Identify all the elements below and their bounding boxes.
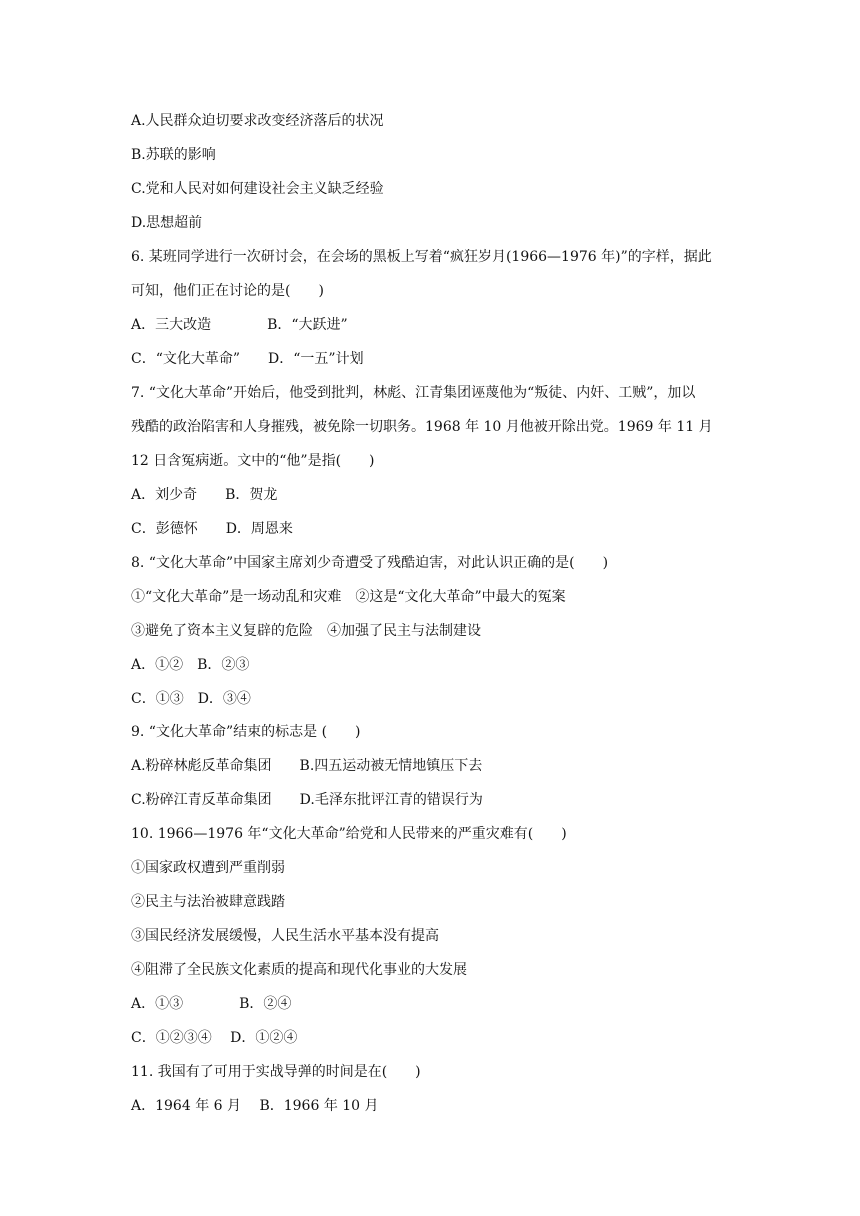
- option-5a: A.人民群众迫切要求改变经济落后的状况: [131, 113, 384, 129]
- question-11-stem: 11. 我国有了可用于实战导弹的时间是在( ): [131, 1064, 421, 1080]
- question-10-stem: 10. 1966—1976 年“文化大革命”给党和人民带来的严重灾难有( ): [131, 826, 567, 842]
- option-5b: B.苏联的影响: [131, 147, 216, 163]
- question-6-line-1: 6. 某班同学进行一次研讨会，在会场的黑板上写着“疯狂岁月(1966—1976 年)”的字样，据此: [131, 249, 712, 265]
- question-8-options-ab: A．①② B．②③: [131, 657, 250, 673]
- option-5c: C.党和人民对如何建设社会主义缺乏经验: [131, 181, 384, 197]
- question-10-options-ab: A．①③ B．②④: [131, 996, 292, 1012]
- question-7-line-1: 7. “文化大革命”开始后，他受到批判，林彪、江青集团诬蔑他为“叛徒、内奸、工贼”，加以: [131, 385, 696, 401]
- question-8-options-cd: C．①③ D．③④: [131, 691, 251, 707]
- question-10-statement-2: ②民主与法治被肆意践踏: [131, 894, 285, 910]
- question-9-stem: 9. “文化大革命”结束的标志是 ( ): [131, 724, 361, 740]
- question-9-options-cd: C.粉碎江青反革命集团 D.毛泽东批评江青的错误行为: [131, 792, 483, 808]
- question-8-statements-12: ①“文化大革命”是一场动乱和灾难 ②这是“文化大革命”中最大的冤案: [131, 589, 566, 605]
- question-7-line-3: 12 日含冤病逝。文中的“他”是指( ): [131, 453, 375, 469]
- question-8-statements-34: ③避免了资本主义复辟的危险 ④加强了民主与法制建设: [131, 623, 481, 639]
- question-7-options-ab: A．刘少奇 B．贺龙: [131, 487, 278, 503]
- question-8-stem: 8. “文化大革命”中国家主席刘少奇遭受了残酷迫害，对此认识正确的是( ): [131, 555, 609, 571]
- question-7-line-2: 残酷的政治陷害和人身摧残，被免除一切职务。1968 年 10 月他被开除出党。1969 年 11 月: [131, 419, 713, 435]
- option-5d: D.思想超前: [131, 215, 203, 231]
- question-6-options-cd: C．“文化大革命” D．“一五”计划: [131, 351, 364, 367]
- question-6-options-ab: A．三大改造 B．“大跃进”: [131, 317, 348, 333]
- question-9-options-ab: A.粉碎林彪反革命集团 B.四五运动被无情地镇压下去: [131, 758, 483, 774]
- question-11-options-ab: A．1964 年 6 月 B．1966 年 10 月: [131, 1098, 379, 1114]
- question-10-statement-3: ③国民经济发展缓慢，人民生活水平基本没有提高: [131, 928, 439, 944]
- question-10-options-cd: C．①②③④ D．①②④: [131, 1030, 298, 1046]
- question-6-line-2: 可知，他们正在讨论的是( ): [131, 283, 324, 299]
- question-7-options-cd: C．彭德怀 D．周恩来: [131, 521, 293, 537]
- question-10-statement-1: ①国家政权遭到严重削弱: [131, 860, 285, 876]
- question-10-statement-4: ④阻滞了全民族文化素质的提高和现代化事业的大发展: [131, 962, 467, 978]
